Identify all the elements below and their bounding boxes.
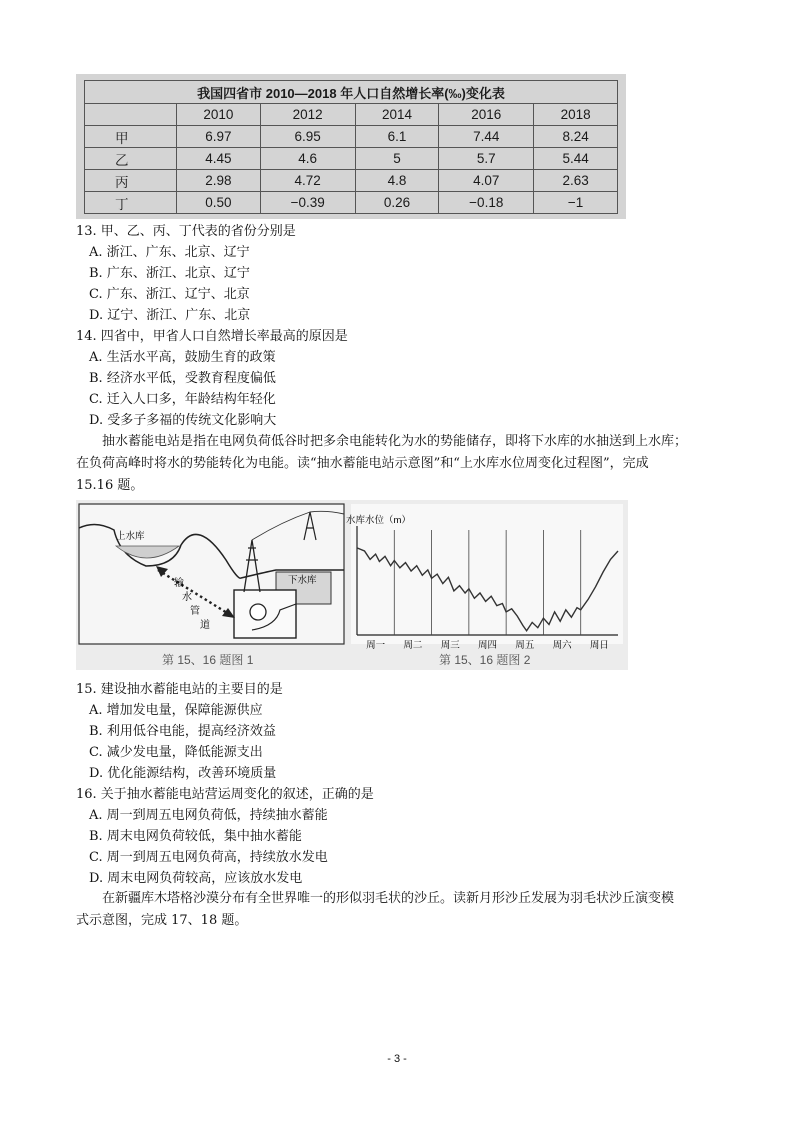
table-cell: 6.1 bbox=[355, 126, 439, 148]
table-row bbox=[85, 170, 618, 192]
question-14-option-a: A. 生活水平高，鼓励生育的政策 bbox=[89, 350, 276, 365]
pipe-label-char: 管 bbox=[190, 606, 200, 617]
table-cell: 4.8 bbox=[355, 170, 439, 192]
table-cell: −0.18 bbox=[439, 192, 534, 214]
table-cell: 4.6 bbox=[260, 148, 355, 170]
day-label: 周日 bbox=[589, 640, 609, 651]
table-cell: 0.26 bbox=[355, 192, 439, 214]
table-row bbox=[85, 192, 618, 214]
question-15-option-d: D. 优化能源结构，改善环境质量 bbox=[89, 766, 277, 781]
table-header-blank bbox=[85, 104, 177, 126]
lower-reservoir-label: 下水库 bbox=[288, 575, 317, 586]
pipe-label-char: 水 bbox=[182, 592, 192, 603]
question-13-option-d: D. 辽宁、浙江、广东、北京 bbox=[89, 308, 251, 323]
question-16-option-a: A. 周一到周五电网负荷低，持续抽水蓄能 bbox=[89, 808, 328, 823]
intro-feather-dunes bbox=[76, 888, 716, 932]
table-cell: −1 bbox=[534, 192, 618, 214]
day-label: 周二 bbox=[403, 640, 423, 651]
day-label: 周三 bbox=[440, 640, 460, 651]
question-13-option-b: B. 广东、浙江、北京、辽宁 bbox=[89, 266, 250, 281]
table-caption: 我国四省市 2010—2018 年人口自然增长率(‰)变化表 bbox=[85, 81, 618, 104]
intro-pumped-storage bbox=[76, 431, 716, 497]
pipe-label-char: 输 bbox=[174, 578, 184, 589]
table-row bbox=[85, 126, 618, 148]
question-15-option-b: B. 利用低谷电能，提高经济效益 bbox=[89, 724, 276, 739]
day-label: 周六 bbox=[552, 640, 572, 651]
table-cell: 6.95 bbox=[260, 126, 355, 148]
day-label: 周四 bbox=[477, 640, 498, 651]
table-cell: 4.07 bbox=[439, 170, 534, 192]
intro-line-2: 在负荷高峰时将水的势能转化为电能。读“抽水蓄能电站示意图”和“上水库水位周变化过程图”，完成 bbox=[76, 456, 649, 471]
intro2-line-2: 式示意图，完成 17、18 题。 bbox=[76, 913, 248, 928]
table-cell: 0.50 bbox=[177, 192, 261, 214]
table-year: 2014 bbox=[355, 104, 439, 126]
table-year: 2018 bbox=[534, 104, 618, 126]
intro-line-1: 抽水蓄能电站是指在电网负荷低谷时把多余电能转化为水的势能储存，即将下水库的水抽送到上水库； bbox=[102, 434, 688, 449]
figure-1-caption: 第 15、16 题图 1 bbox=[162, 653, 254, 667]
population-growth-table bbox=[84, 80, 618, 214]
table-cell: 2.63 bbox=[534, 170, 618, 192]
figures-svg bbox=[76, 500, 628, 670]
question-13-stem: 13. 甲、乙、丙、丁代表的省份分别是 bbox=[76, 224, 296, 239]
intro-line-3: 15.16 题。 bbox=[76, 478, 144, 493]
question-16-option-b: B. 周末电网负荷较低，集中抽水蓄能 bbox=[89, 829, 302, 844]
table-cell: 5 bbox=[355, 148, 439, 170]
question-16-option-d: D. 周末电网负荷较高，应该放水发电 bbox=[89, 871, 303, 886]
table-cell: 6.97 bbox=[177, 126, 261, 148]
table-province: 乙 bbox=[85, 148, 177, 170]
table-cell: 5.7 bbox=[439, 148, 534, 170]
question-16-option-c: C. 周一到周五电网负荷高，持续放水发电 bbox=[89, 850, 328, 865]
question-16-stem: 16. 关于抽水蓄能电站营运周变化的叙述，正确的是 bbox=[76, 787, 374, 802]
table-year: 2012 bbox=[260, 104, 355, 126]
table-province: 甲 bbox=[85, 126, 177, 148]
turbine-icon bbox=[250, 604, 266, 620]
pipe-label-char: 道 bbox=[200, 620, 210, 631]
figure-2-ylabel: 水库水位（m） bbox=[346, 515, 411, 526]
table-cell: 4.45 bbox=[177, 148, 261, 170]
table-cell: 7.44 bbox=[439, 126, 534, 148]
day-label: 周五 bbox=[515, 640, 535, 651]
table-cell: 5.44 bbox=[534, 148, 618, 170]
question-13-option-a: A. 浙江、广东、北京、辽宁 bbox=[89, 245, 250, 260]
question-13-option-c: C. 广东、浙江、辽宁、北京 bbox=[89, 287, 250, 302]
question-14-option-b: B. 经济水平低，受教育程度偏低 bbox=[89, 371, 276, 386]
page-number: - 3 - bbox=[387, 1053, 407, 1065]
population-growth-table-photo bbox=[76, 74, 626, 219]
table-header-row bbox=[85, 104, 618, 126]
question-14-option-c: C. 迁入人口多，年龄结构年轻化 bbox=[89, 392, 276, 407]
table-cell: 2.98 bbox=[177, 170, 261, 192]
table-province: 丁 bbox=[85, 192, 177, 214]
table-cell: −0.39 bbox=[260, 192, 355, 214]
table-cell: 8.24 bbox=[534, 126, 618, 148]
table-year: 2010 bbox=[177, 104, 261, 126]
table-province: 丙 bbox=[85, 170, 177, 192]
upper-reservoir-label: 上水库 bbox=[116, 531, 145, 542]
figure-2-caption: 第 15、16 题图 2 bbox=[439, 653, 531, 667]
table-cell: 4.72 bbox=[260, 170, 355, 192]
question-14-option-d: D. 受多子多福的传统文化影响大 bbox=[89, 413, 277, 428]
day-label: 周一 bbox=[366, 640, 386, 651]
question-15-option-a: A. 增加发电量，保障能源供应 bbox=[89, 703, 263, 718]
table-row bbox=[85, 148, 618, 170]
question-15-option-c: C. 减少发电量，降低能源支出 bbox=[89, 745, 263, 760]
question-14-stem: 14. 四省中，甲省人口自然增长率最高的原因是 bbox=[76, 329, 348, 344]
table-year: 2016 bbox=[439, 104, 534, 126]
intro2-line-1: 在新疆库木塔格沙漠分布有全世界唯一的形似羽毛状的沙丘。读新月形沙丘发展为羽毛状沙丘演变模 bbox=[102, 891, 675, 906]
question-15-stem: 15. 建设抽水蓄能电站的主要目的是 bbox=[76, 682, 283, 697]
figures-photo bbox=[76, 500, 628, 670]
